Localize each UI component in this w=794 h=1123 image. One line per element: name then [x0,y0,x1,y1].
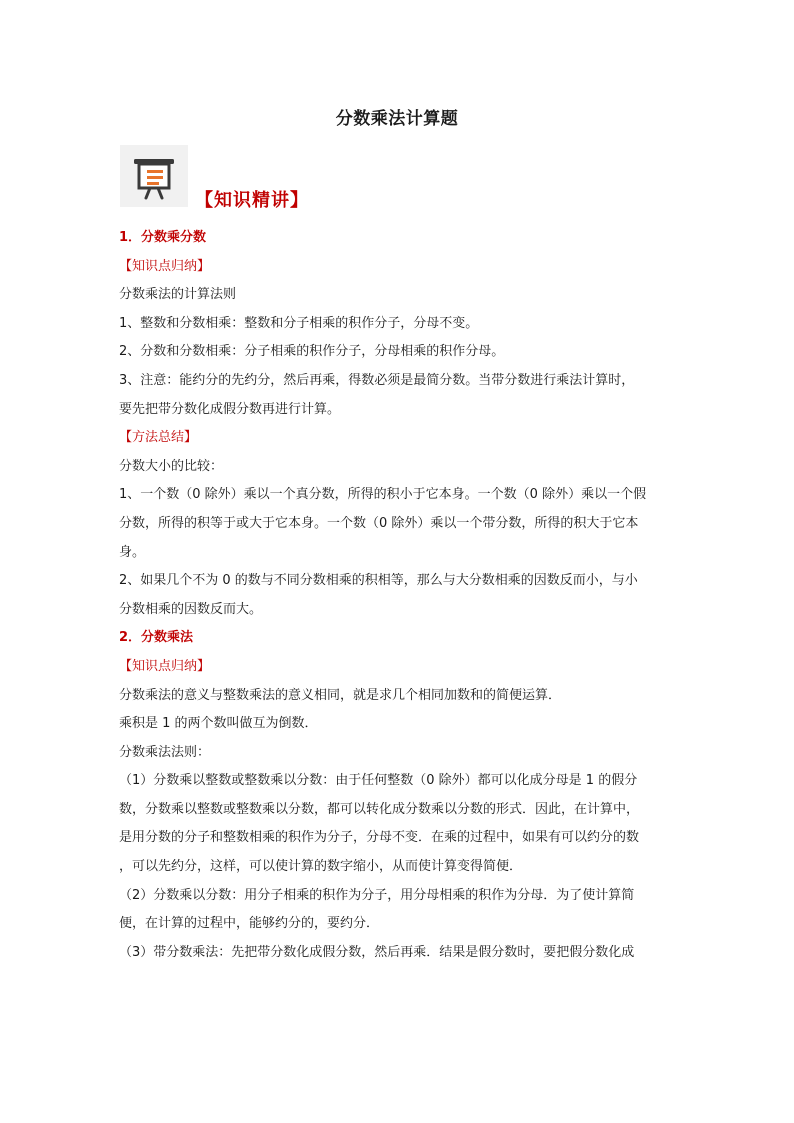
document-body [119,224,679,967]
paragraph-line: 1、一个数（0 除外）乘以一个真分数，所得的积小于它本身。一个数（0 除外）乘以一个假 [119,487,647,503]
paragraph-line: （2）分数乘以分数：用分子相乘的积作为分子，用分母相乘的积作为分母．为了使计算简 [119,887,635,903]
paragraph-line: 分数乘法的计算法则 [119,287,237,303]
subsection-label: 【知识点归纳】 [119,258,211,274]
paragraph-line: 分数大小的比较： [119,458,224,474]
subsection-label: 【方法总结】 [119,430,198,446]
paragraph-line: 是用分数的分子和整数相乘的积作为分子，分母不变．在乘的过程中，如果有可以约分的数 [119,830,640,846]
paragraph-line: 2、如果几个不为 0 的数与不同分数相乘的积相等，那么与大分数相乘的因数反而小，与小 [119,573,638,589]
lecture-board-icon [120,145,188,207]
lecture-board-icon-graphic [120,145,188,207]
paragraph-line: 分数乘法法则： [119,744,211,760]
section-heading: 1．分数乘分数 [119,230,207,245]
paragraph-line: 分数，所得的积等于或大于它本身。一个数（0 除外）乘以一个带分数，所得的积大于它本 [119,515,639,531]
paragraph-line: 1、整数和分数相乘：整数和分子相乘的积作分子，分母不变。 [119,315,479,331]
paragraph-line: 分数乘法的意义与整数乘法的意义相同，就是求几个相同加数和的简便运算． [119,687,562,703]
paragraph-line: ，可以先约分，这样，可以使计算的数字缩小，从而使计算变得简便． [119,859,523,875]
paragraph-line: 2、分数和分数相乘：分子相乘的积作分子，分母相乘的积作分母。 [119,344,505,360]
paragraph-line: 3、注意：能约分的先约分，然后再乘，得数必须是最简分数。当带分数进行乘法计算时， [119,372,635,388]
paragraph-line: 分数相乘的因数反而大。 [119,601,263,617]
paragraph-line: 乘积是 1 的两个数叫做互为倒数． [119,716,318,732]
paragraph-line: 要先把带分数化成假分数再进行计算。 [119,401,341,417]
paragraph-line: 便，在计算的过程中，能够约分的，要约分． [119,916,380,932]
paragraph-line: （1）分数乘以整数或整数乘以分数：由于任何整数（0 除外）都可以化成分母是 1 的假分 [119,773,638,789]
subsection-label: 【知识点归纳】 [119,658,211,674]
paragraph-line: 身。 [119,544,146,560]
section-heading: 2．分数乘法 [119,630,194,646]
document-title: 分数乘法计算题 [335,109,459,129]
paragraph-line: 数，分数乘以整数或整数乘以分数，都可以转化成分数乘以分数的形式．因此，在计算中， [119,801,640,817]
section-banner-title: 【知识精讲】 [195,190,309,211]
paragraph-line: （3）带分数乘法：先把带分数化成假分数，然后再乘．结果是假分数时，要把假分数化成 [119,944,635,960]
